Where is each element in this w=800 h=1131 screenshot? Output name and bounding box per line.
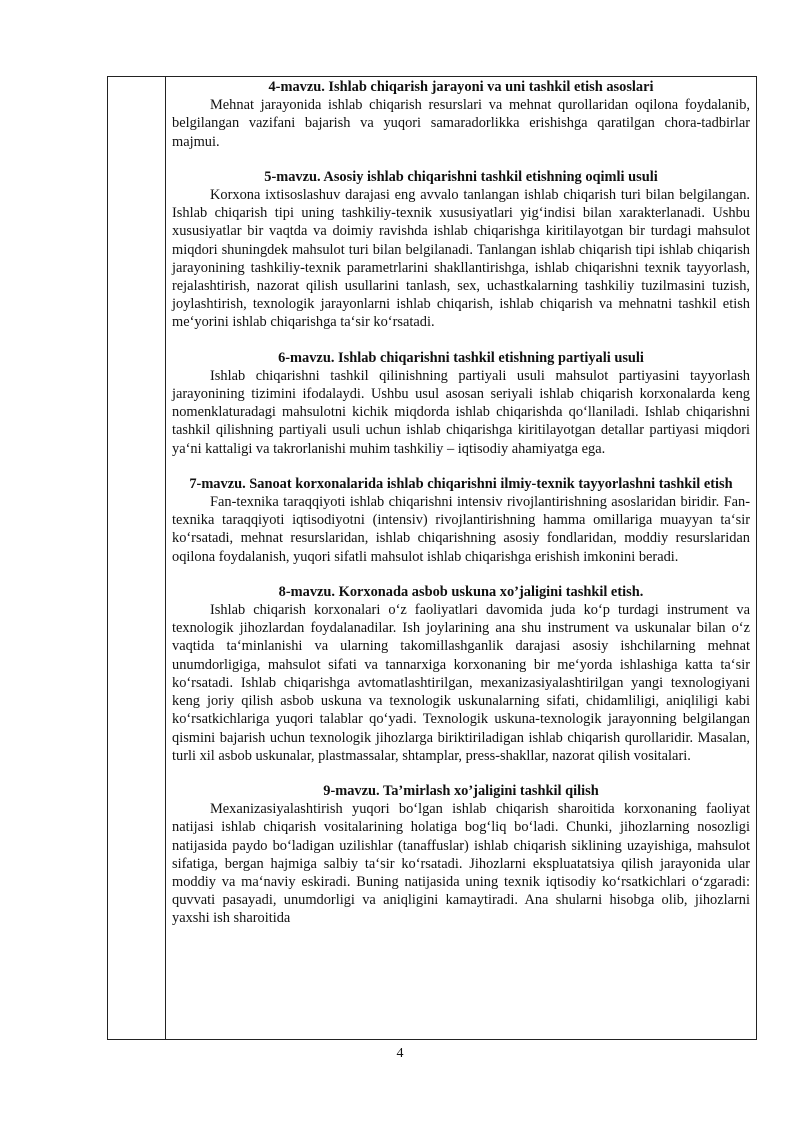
section-body: Mexanizasiyalashtirish yuqori bo‘lgan ishlab chiqarish sharoitida korxonaning faoliyat natijasi ishlab chiqarish vositalarining holatiga bog‘liq bo‘ladi. Chunki, jihozlarning nosozligi natijasida paydo bo‘ladigan uzilishlar (tanaffuslar) ishlab chiqarish siklining uzayishiga, mahsulot sifatiga, bergan hajmiga salbiy ta‘sir ko‘rsatadi. Jihozlarni ekspluatatsiya qilish jarayonida ular moddiy va ma‘naviy eskiradi. Buning natijasida uning texnik iqtisodiy ko‘rsatkichlari o‘zgaradi: quvvati pasayadi, unumdorligi va aniqligini kamaytiradi. Ana shularni hisobga olib, jihozlarni yaxshi ish sharoitida	[172, 801, 750, 927]
section-9	[172, 782, 750, 928]
document-content	[172, 78, 750, 945]
section-title: 4-mavzu. Ishlab chiqarish jarayoni va uni tashkil etish asoslari	[268, 79, 654, 95]
section-title: 9-mavzu. Ta’mirlash xo’jaligini tashkil qilish	[323, 782, 599, 799]
section-body: Ishlab chiqarish korxonalari o‘z faoliyatlari davomida juda ko‘p turdagi instrument va texnologik jihozlardan foydalanadilar. Ish joylarining ana shu instrument va uskunalar bilan o‘z vaqtida ta‘minlanishi va ularning takomillashganlik darajasi asosiy ishchilarning mehnat unumdorligiga, mahsulot sifati va tannarxiga korxonaning bir me‘yorda ishlashiga katta ta‘sir ko‘rsatadi. Ishlab chiqarishga avtomatlashtirilgan, mexanizasiyalashtirilgan yangi texnologiyani keng joriy qilish asbob uskuna va texnologik uskunalarning sifati, chidamliligi, aniqliligi kabi ko‘rsatkichlariga yuqori talablar qo‘yadi. Texnologik uskuna-texnologik jarayonning belgilangan qismini bajarish uchun texnologik jihozlarga biriktiriladigan ishlab chiqarish qurollaridir. Masalan, turli xil asbob uskunalar, plastmassalar, shtamplar, press-shakllar, nazorat qilish vositalari.	[172, 602, 750, 764]
section-title: 7-mavzu. Sanoat korxonalarida ishlab chiqarishni ilmiy-texnik tayyorlashni tashkil etish	[189, 475, 733, 492]
table-column-spacer	[166, 77, 170, 1039]
section-4	[172, 78, 750, 151]
table-column-number	[108, 77, 166, 1039]
section-5	[172, 168, 750, 332]
section-title: 5-mavzu. Asosiy ishlab chiqarishni tashkil etishning oqimli usuli	[264, 168, 658, 185]
section-body: Korxona ixtisoslashuv darajasi eng avvalo tanlangan ishlab chiqarish turi bilan belgilangan. Ishlab chiqarish tipi uning tashkiliy-texnik xususiyatlari yig‘indisi bilan xarakterlanadi. Ushbu xususiyatlar bir vaqtda va doimiy ravishda ishlab chiqarishga kiritilayotgan bir turdagi mahsulot miqdori shuningdek mahsulot turi bilan belgilanadi. Tanlangan ishlab chiqarish tipi ishlab chiqarish jarayonining tashkiliy-texnik parametrlarini shakllantirishga, ishlab chiqarishni texnik tayyorlash, rejalashtirish, nazorat qilish usullarini tanlash, sex, uchastkalarning tashkiliy tuzilmasini tuzish, joylashtirish, texnologik jarayonlarni ishlab chiqarish, ishlab chiqarish va mehnatni tashkil etish me‘yorini ishlab chiqarishga ta‘sir ko‘rsatadi.	[172, 187, 750, 331]
section-title: 8-mavzu. Korxonada asbob uskuna xo’jaligini tashkil etish.	[278, 583, 644, 600]
page-number: 4	[396, 1046, 404, 1061]
section-body: Ishlab chiqarishni tashkil qilinishning partiyali usuli mahsulot partiyasini tayyorlash jarayonining tizimini ifodalaydi. Ushbu usul asosan seriyali ishlab chiqarish korxonalarda keng nomenklaturadagi mahsulotni kichik miqdorda ishlab chiqarishda qo‘llaniladi. Ishlab chiqarishni tashkil qilishning partiyali usuli uchun ishlab chiqarishga kiritilayotgan detallar partiyasi miqdori ya‘ni kattaligi va takrorlanishi muhim tashkiliy – iqtisodiy ahamiyatga ega.	[172, 367, 750, 457]
section-body: Fan-texnika taraqqiyoti ishlab chiqarishni intensiv rivojlantirishning asoslaridan biridir. Fan-texnika taraqqiyoti iqtisodiyotni (intensiv) rivojlantirishning hamma omillariga muayyan ta‘sir ko‘rsatadi, mehnat resurslaridan, ishlab chiqarishning asosiy fondlaridan, moddiy resurslaridan oqilona foydalanish, yuqori sifatli mahsulot ishlab chiqarishga erishish imkonini beradi.	[172, 494, 750, 565]
section-title: 6-mavzu. Ishlab chiqarishni tashkil etishning partiyali usuli	[278, 349, 644, 366]
section-6	[172, 349, 750, 458]
section-body: Mehnat jarayonida ishlab chiqarish resurslari va mehnat qurollaridan oqilona foydalanib, belgilangan vazifani bajarish va yuqori samaradorlikka erishishga qaratilgan chora-tadbirlar majmui.	[172, 97, 750, 150]
section-8	[172, 583, 750, 765]
section-7	[172, 475, 750, 566]
